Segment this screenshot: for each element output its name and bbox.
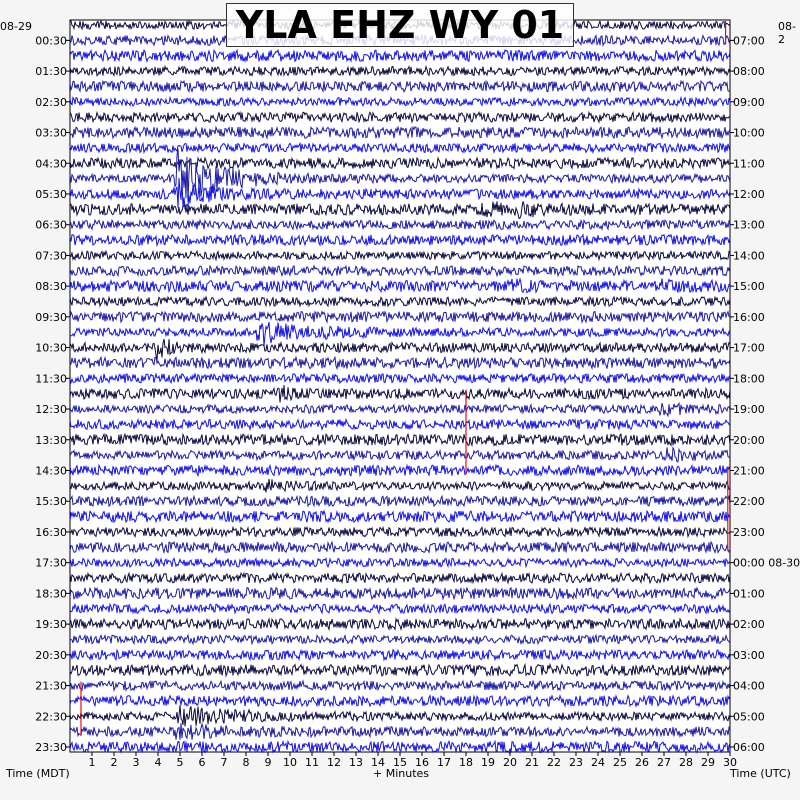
x-tick-label: 9 [264, 756, 272, 769]
y-tick-label-mdt: 13:30 [35, 433, 67, 447]
y-tick-label-mdt: 21:30 [35, 679, 67, 693]
y-tick-label-utc: 15:00 [733, 280, 765, 294]
y-tick-label-utc: 07:00 [733, 34, 765, 48]
x-tick-label: 13 [349, 756, 363, 769]
x-tick-label: 20 [503, 756, 517, 769]
x-tick-label: 12 [327, 756, 341, 769]
y-tick-label-mdt: 08:30 [35, 280, 67, 294]
x-axis-caption-minutes: + Minutes [373, 767, 430, 780]
x-tick-label: 14 [371, 756, 385, 769]
x-tick-label: 23 [569, 756, 583, 769]
x-tick-label: 30 [723, 756, 737, 769]
y-tick-label-utc: 05:00 [733, 710, 765, 724]
x-tick-label: 21 [525, 756, 539, 769]
y-tick-label-utc: 08:00 [733, 65, 765, 79]
y-tick-label-mdt: 17:30 [35, 556, 67, 570]
y-tick-label-mdt: 05:30 [35, 187, 67, 201]
y-tick-label-mdt: 09:30 [35, 310, 67, 324]
y-tick-label-mdt: 07:30 [35, 249, 67, 263]
y-tick-label-mdt: 18:30 [35, 587, 67, 601]
chart-title: YLA EHZ WY 01 [226, 3, 574, 47]
y-tick-label-utc: 09:00 [733, 95, 765, 109]
y-tick-label-mdt: 16:30 [35, 525, 67, 539]
x-tick-label: 11 [305, 756, 319, 769]
x-tick-label: 28 [679, 756, 693, 769]
y-tick-label-mdt: 00:30 [35, 34, 67, 48]
y-tick-label-utc: 20:00 [733, 433, 765, 447]
x-tick-label: 4 [154, 756, 162, 769]
y-tick-label-utc: 19:00 [733, 403, 765, 417]
y-tick-label-utc: 00:00 08-30 [733, 556, 800, 570]
x-tick-label: 1 [88, 756, 96, 769]
y-tick-label-mdt: 20:30 [35, 648, 67, 662]
y-tick-label-mdt: 12:30 [35, 403, 67, 417]
x-tick-label: 3 [132, 756, 140, 769]
date-label-right: 08-2 [778, 20, 796, 46]
x-tick-label: 25 [613, 756, 627, 769]
x-tick-label: 7 [220, 756, 228, 769]
y-tick-label-utc: 16:00 [733, 310, 765, 324]
x-tick-label: 29 [701, 756, 715, 769]
y-tick-label-mdt: 19:30 [35, 618, 67, 632]
date-label-left: 08-29 [0, 20, 32, 33]
y-tick-label-mdt: 04:30 [35, 157, 67, 171]
x-axis-caption-mdt: Time (MDT) [6, 767, 70, 780]
y-tick-label-utc: 10:00 [733, 126, 765, 140]
y-tick-label-utc: 11:00 [733, 157, 765, 171]
y-tick-label-mdt: 10:30 [35, 341, 67, 355]
x-tick-label: 8 [242, 756, 250, 769]
y-tick-label-mdt: 14:30 [35, 464, 67, 478]
x-tick-label: 15 [393, 756, 407, 769]
y-tick-label-mdt: 11:30 [35, 372, 67, 386]
y-tick-label-mdt: 03:30 [35, 126, 67, 140]
y-tick-label-utc: 22:00 [733, 495, 765, 509]
y-tick-label-utc: 02:00 [733, 618, 765, 632]
y-tick-label-mdt: 22:30 [35, 710, 67, 724]
y-tick-label-mdt: 01:30 [35, 65, 67, 79]
y-tick-label-utc: 03:00 [733, 648, 765, 662]
x-tick-label: 27 [657, 756, 671, 769]
y-tick-label-utc: 06:00 [733, 741, 765, 754]
y-tick-label-utc: 21:00 [733, 464, 765, 478]
x-tick-label: 2 [110, 756, 118, 769]
y-tick-label-utc: 18:00 [733, 372, 765, 386]
y-tick-label-utc: 14:00 [733, 249, 765, 263]
y-tick-label-utc: 17:00 [733, 341, 765, 355]
x-tick-label: 17 [437, 756, 451, 769]
y-tick-label-mdt: 15:30 [35, 495, 67, 509]
x-tick-label: 19 [481, 756, 495, 769]
plot-area [70, 20, 730, 752]
y-tick-label-utc: 12:00 [733, 187, 765, 201]
y-tick-label-utc: 04:00 [733, 679, 765, 693]
y-tick-label-utc: 01:00 [733, 587, 765, 601]
x-tick-label: 26 [635, 756, 649, 769]
y-tick-label-mdt: 23:30 [35, 741, 67, 754]
x-tick-label: 24 [591, 756, 605, 769]
y-tick-label-mdt: 06:30 [35, 218, 67, 232]
x-tick-label: 10 [283, 756, 297, 769]
x-tick-label: 22 [547, 756, 561, 769]
x-tick-label: 18 [459, 756, 473, 769]
y-tick-label-mdt: 02:30 [35, 95, 67, 109]
x-axis-caption-utc: Time (UTC) [730, 767, 791, 780]
y-tick-label-utc: 13:00 [733, 218, 765, 232]
y-tick-label-utc: 23:00 [733, 525, 765, 539]
x-tick-label: 5 [176, 756, 184, 769]
x-tick-label: 6 [198, 756, 206, 769]
x-tick-label: 16 [415, 756, 429, 769]
